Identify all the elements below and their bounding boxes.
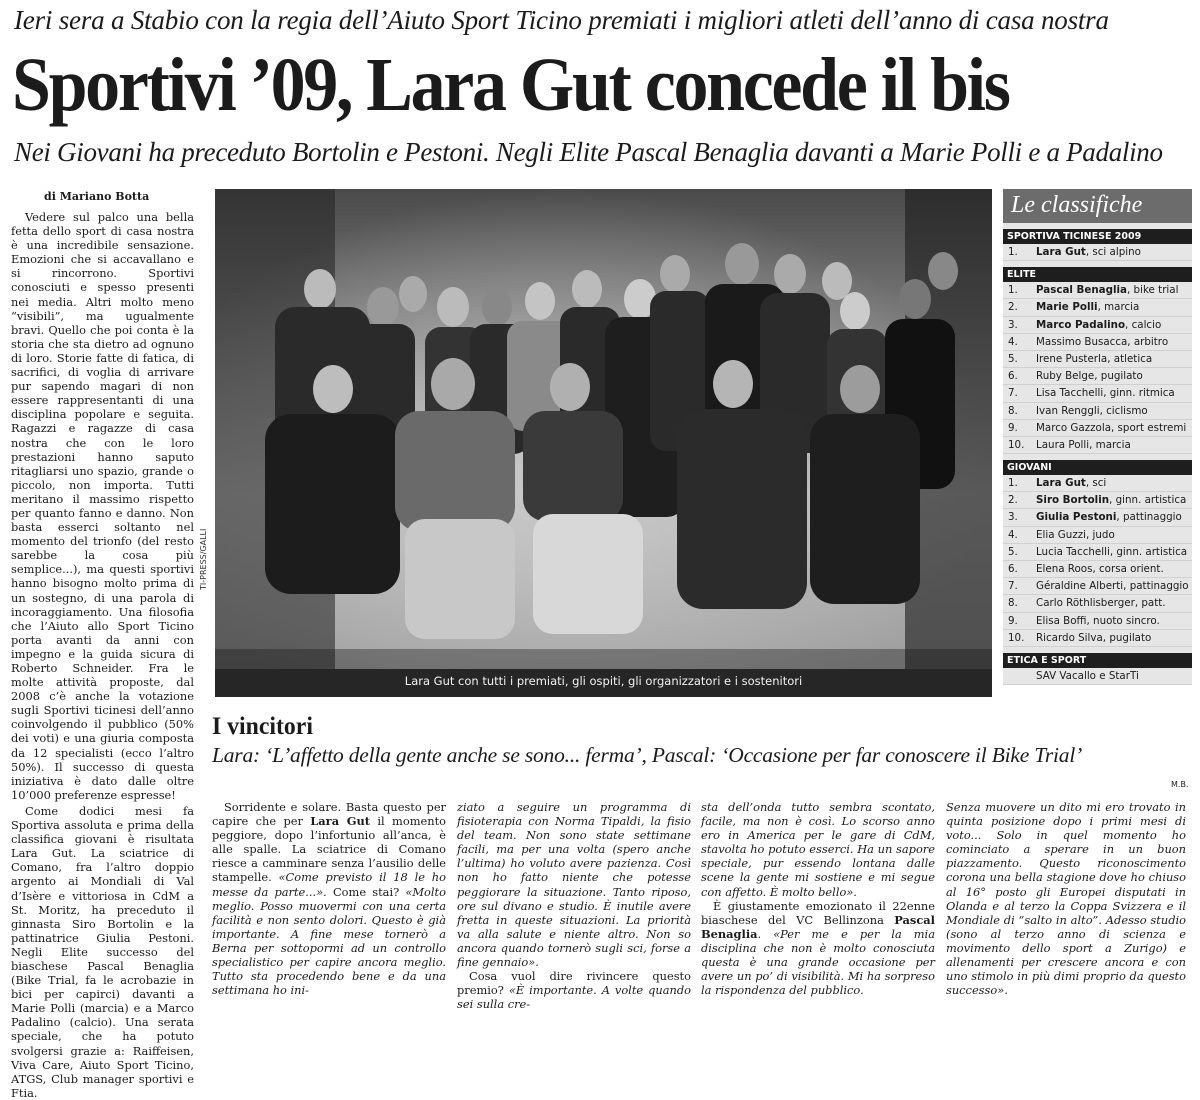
ranking-detail: , calcio — [1125, 318, 1162, 331]
ranking-position: 3. — [1008, 318, 1018, 331]
name-bold: Lara Gut — [310, 814, 371, 829]
ranking-section-title: GIOVANI — [1003, 460, 1192, 475]
ranking-row — [1003, 475, 1192, 492]
ranking-section-title: SPORTIVA TICINESE 2009 — [1003, 229, 1192, 244]
ranking-row — [1003, 334, 1192, 351]
quote: «Come previsto il 18 le ho messe da parte...». — [212, 870, 446, 899]
ranking-name: Ricardo Silva, pugilato — [1036, 631, 1152, 644]
ranking-name: Lara Gut — [1036, 246, 1086, 258]
ranking-name: SAV Vacallo e StarTi — [1036, 669, 1139, 682]
ranking-row — [1003, 544, 1192, 561]
text: Sorridente e solare. Basta questo per capire che per — [212, 800, 446, 829]
ranking-position: 9. — [1008, 421, 1018, 434]
deck: Nei Giovani ha preceduto Bortolin e Pestoni. Negli Elite Pascal Benaglia davanti a Marie Polli e a Padalino — [14, 137, 1163, 167]
ranking-name: Elisa Boffi, nuoto sincro. — [1036, 614, 1160, 627]
ranking-position: 7. — [1008, 387, 1018, 400]
ranking-row — [1003, 351, 1192, 368]
ranking-name: Géraldine Alberti, pattinaggio — [1036, 580, 1189, 593]
ranking-name: Giulia Pestoni — [1036, 511, 1117, 524]
body-column-3 — [701, 800, 935, 998]
ranking-row — [1003, 527, 1192, 544]
section-deck: Lara: ‘L’affetto della gente anche se sono... ferma’, Pascal: ‘Occasione per far conoscere il Bike Trial’ — [212, 743, 1083, 767]
text: Come stai? — [326, 884, 406, 899]
kicker: Ieri sera a Stabio con la regia dell’Aiuto Sport Ticino premiati i migliori atleti dell’anno di casa nostra — [14, 5, 1109, 35]
ranking-detail: , sci — [1085, 477, 1107, 490]
text: È giustamente emozionato il 22enne biaschese del VC Bellinzona — [701, 898, 935, 927]
body-column-4 — [946, 800, 1186, 998]
ranking-detail: , marcia — [1097, 301, 1140, 314]
ranking-name: Siro Bortolin — [1036, 494, 1110, 507]
ranking-row — [1003, 368, 1192, 385]
photo-credit: TI-PRESS/GALLI — [199, 528, 208, 590]
ranking-name: Lara Gut — [1036, 477, 1086, 490]
group-photo-image — [215, 189, 992, 697]
ranking-row — [1003, 595, 1192, 612]
quote: «È importante. A volte quando sei sulla cre- — [457, 983, 691, 1012]
left-paragraph: Vedere sul palco una bella fetta dello sport di casa nostra è una incredibile sensazione. Emozioni che si accavallano e si rincorrono. Sportivi conosciuti e spesso presenti nei media. Altri molto meno “visibili”, ma ugualmente bravi. Quello che poi conta è la storia che sta dietro ad ognuno di loro. Storie fatte di fatica, di sacrifici, di voglia di arrivare pur sapendo magari di non essere rappresentanti di una disciplina popolare e seguita. Ragazzi e ragazze di casa nostra che con le loro prestazioni hanno saputo ritagliarsi uno spazio, grande o piccolo, non importa. Tutti meritano il massimo rispetto per quanto fanno e danno. Non basta esserci soltanto nel momento del trionfo (del resto sarebbe la cosa più semplice...), ma questi sportivi hanno bisogno molto prima di un sostegno, di una parola di incoraggiamento. Una filosofia che l’Aiuto allo Sport Ticino porta avanti da anni con impegno e la guida sicura di Roberto Schneider. Fra le molte attività proposte, dal 2008 c’è anche la votazione sugli Sportivi ticinesi dell’anno coinvolgendo il pubblico (50% dei voti) e una giuria composta da 12 specialisti (ecco l’altro 50%). Il successo di questa iniziativa è dato dalle oltre 10’000 preferenze espresse! — [11, 210, 194, 802]
ranking-detail: , bike trial — [1127, 284, 1179, 297]
body-column-2 — [457, 800, 691, 1012]
ranking-position: 6. — [1008, 563, 1018, 575]
section-title: I vincitori — [212, 713, 313, 740]
name-bold: Pascal Benaglia — [701, 912, 935, 941]
ranking-position: 1. — [1008, 284, 1018, 297]
ranking-position: 10. — [1008, 631, 1025, 644]
ranking-position: 1. — [1008, 246, 1018, 258]
ranking-position: 8. — [1008, 597, 1018, 610]
ranking-position: 9. — [1008, 614, 1018, 627]
ranking-row — [1003, 509, 1192, 526]
ranking-row — [1003, 578, 1192, 595]
ranking-name: Pascal Benaglia — [1036, 284, 1128, 297]
headline: Sportivi ’09, Lara Gut concede il bis — [12, 43, 1009, 127]
ranking-row — [1003, 244, 1192, 261]
body-paragraph: Senza muovere un dito mi ero trovato in quinta posizione dopo i primi mesi di voto... Solo in quel momento ho cominciato a sperare in un buon piazzamento. Questo riconoscimento corona una bella stagione dove ho chiuso al 16° posto gli Europei disputati in Olanda e al terzo la Coppa Svizzera e il Mondiale di “salto in alto”. Adesso studio (sono al terzo anno di scienza e movimento dello sport a Zurigo) e allenamenti per crescere ancora e con uno stimolo in più dimi proprio da questo successo». — [946, 800, 1186, 998]
ranking-name: Marie Polli — [1036, 301, 1098, 314]
ranking-row — [1003, 437, 1192, 454]
ranking-position: 10. — [1008, 438, 1025, 451]
ranking-row — [1003, 403, 1192, 420]
ranking-name: Elena Roos, corsa orient. — [1036, 563, 1164, 575]
ranking-name: Irene Pusterla, atletica — [1036, 352, 1153, 365]
ranking-name: Laura Polli, marcia — [1036, 438, 1131, 451]
ranking-detail: , ginn. artistica — [1109, 494, 1187, 507]
ranking-section-title: ETICA E SPORT — [1003, 653, 1192, 668]
ranking-position: 2. — [1008, 494, 1018, 507]
text: . — [757, 926, 774, 941]
ranking-position: 4. — [1008, 335, 1018, 348]
group-photo — [215, 189, 992, 697]
body-paragraph: ziato a seguire un programma di fisioterapia con Norma Tipaldi, la fisio del team. Non sono state settimane facili, ma per una volta (spero anche l’ultima) ho voluto avere pazienza. Così non ho fatto niente che potesse peggiorare la situazione. Tanto riposo, ore sul divano e studio. È inutile avere fretta in queste situazioni. La priorità va alla salute e niente altro. Non so ancora quando tornerò sugli sci, forse a fine gennaio». — [457, 800, 691, 970]
ranking-name: Ruby Belge, pugilato — [1036, 370, 1143, 383]
ranking-detail: , sci alpino — [1085, 246, 1141, 258]
body-paragraph — [701, 899, 935, 998]
body-paragraph — [212, 800, 446, 997]
ranking-row — [1003, 420, 1192, 437]
ranking-position: 7. — [1008, 580, 1018, 593]
photo-caption: Lara Gut con tutti i premiati, gli ospiti, gli organizzatori e i sostenitori — [404, 674, 803, 688]
ranking-position: 1. — [1008, 477, 1018, 490]
ranking-position: 8. — [1008, 404, 1018, 417]
ranking-row — [1003, 668, 1192, 685]
ranking-row — [1003, 317, 1192, 334]
ranking-position: 6. — [1008, 370, 1018, 383]
body-paragraph: sta dell’onda tutto sembra scontato, facile, ma non è così. Lo scorso anno ero in America per le gare di CdM, stavolta ho potuto esserci. Ha un sapore speciale, pur essendo lontana dalle scene la gente mi sostiene e mi segue con affetto. È molto bello». — [701, 800, 935, 899]
ranking-row — [1003, 385, 1192, 402]
left-paragraph: Come dodici mesi fa Sportiva assoluta e prima della classifica giovani è risultata Lara Gut. La sciatrice di Comano, fra l’altro doppio argento ai Mondiali di Val d’Isère e vittoriosa in CdM a St. Moritz, ha preceduto il ginnasta Siro Bortolin e la pattinatrice Giulia Pestoni. Negli Elite successo del biaschese Pascal Benaglia (Bike Trial, fa le acrobazie in bici per capirci) davanti a Marie Polli (marcia) e a Marco Padalino (calcio). Una serata speciale, che ha potuto svolgersi grazie a: Raiffeisen, Viva Care, Aiuto Sport Ticino, ATGS, Club manager sportivi e Ftia. — [11, 803, 194, 1100]
ranking-name: Lucia Tacchelli, ginn. artistica — [1036, 545, 1188, 558]
left-column — [11, 210, 194, 1100]
ranking-row — [1003, 299, 1192, 316]
sidebar-sections — [1003, 229, 1192, 685]
ranking-row — [1003, 492, 1192, 509]
ranking-name: Carlo Röthlisberger, patt. — [1036, 597, 1166, 610]
byline: di Mariano Botta — [44, 190, 150, 203]
rankings-sidebar — [1003, 189, 1192, 685]
ranking-name: Massimo Busacca, arbitro — [1036, 335, 1169, 348]
ranking-row — [1003, 282, 1192, 299]
signature: M.B. — [1171, 780, 1189, 789]
quote: «Per me e per la mia disciplina che non è molto conosciuta questa è una grande occasione per avere un po’ di visibilità. Mi ha sorpreso la rispondenza del pubblico. — [701, 926, 935, 998]
ranking-row — [1003, 630, 1192, 647]
ranking-detail: , pattinaggio — [1116, 511, 1182, 524]
ranking-position: 5. — [1008, 545, 1018, 558]
ranking-row — [1003, 561, 1192, 578]
ranking-position: 4. — [1008, 528, 1018, 541]
ranking-section-title: ELITE — [1003, 267, 1192, 282]
quote: «Molto meglio. Posso muovermi con una certa facilità e non sento dolori. Questo è già importante. A fine mese tornerò a Berna per sottopormi ad un controllo specialistico per capire ancora meglio. Tutto sta procedendo bene e da una settimana ho ini- — [212, 884, 446, 998]
ranking-name: Lisa Tacchelli, ginn. ritmica — [1036, 387, 1175, 400]
ranking-row — [1003, 613, 1192, 630]
body-paragraph — [457, 969, 691, 1011]
ranking-name: Marco Padalino — [1036, 318, 1126, 331]
body-column-1 — [212, 800, 447, 998]
ranking-name: Elia Guzzi, judo — [1036, 528, 1115, 541]
ranking-name: Marco Gazzola, sport estremi — [1036, 421, 1187, 434]
ranking-position: 5. — [1008, 352, 1018, 365]
text: Cosa vuol dire rivincere questo premio? — [457, 969, 691, 998]
ranking-position — [1003, 668, 1036, 684]
ranking-position: 3. — [1008, 511, 1018, 524]
ranking-position: 2. — [1008, 301, 1018, 314]
text: il momento peggiore, dopo l’infortunio all’anca, è alle spalle. La sciatrice di Comano riesce a camminare senza l’ausilio delle stampelle. — [212, 814, 447, 885]
ranking-name: Ivan Renggli, ciclismo — [1036, 404, 1148, 417]
sidebar-title: Le classifiche — [1003, 189, 1192, 223]
